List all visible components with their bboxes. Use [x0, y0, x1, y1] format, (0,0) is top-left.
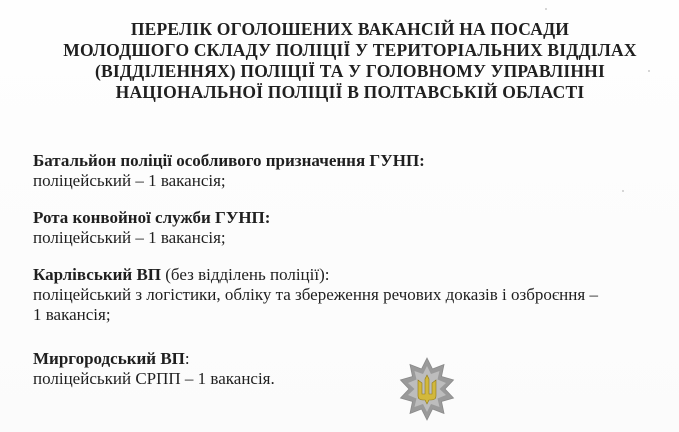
section-heading	[33, 208, 270, 228]
vacancy-detail: поліцейський – 1 вакансія;	[33, 171, 226, 190]
vacancy-detail: 1 вакансія;	[33, 305, 111, 324]
national-police-star-emblem-icon	[394, 356, 460, 422]
scan-speck	[545, 8, 547, 10]
document-title	[20, 19, 679, 103]
section-heading	[33, 265, 598, 285]
vacancy-section-karlivka	[33, 265, 598, 325]
title-line: ПЕРЕЛІК ОГОЛОШЕНИХ ВАКАНСІЙ НА ПОСАДИ	[130, 19, 570, 39]
section-heading-bold: Карлівський ВП	[33, 265, 162, 284]
scan-speck	[648, 70, 650, 72]
vacancy-section-convoy	[33, 208, 270, 248]
title-line: НАЦІОНАЛЬНОЇ ПОЛІЦІЇ В ПОЛТАВСЬКІЙ ОБЛАСТІ	[115, 82, 585, 102]
section-heading	[33, 151, 425, 171]
title-line: (ВІДДІЛЕННЯХ) ПОЛІЦІЇ ТА У ГОЛОВНОМУ УПРАВЛІННІ	[94, 61, 605, 81]
section-heading-bold: Батальйон поліції особливого призначення ГУНП:	[33, 151, 425, 170]
section-heading-rest: (без відділень поліції):	[161, 265, 330, 284]
title-line: МОЛОДШОГО СКЛАДУ ПОЛІЦІЇ У ТЕРИТОРІАЛЬНИХ ВІДДІЛАХ	[63, 40, 637, 60]
vacancy-detail: поліцейський СРПП – 1 вакансія.	[33, 369, 275, 388]
vacancy-section-battalion	[33, 151, 425, 191]
section-heading-bold: Рота конвойної служби ГУНП:	[33, 208, 271, 227]
section-heading-rest: :	[184, 349, 190, 368]
scan-speck	[622, 190, 624, 192]
vacancy-detail: поліцейський з логістики, обліку та збереження речових доказів і озброєння –	[33, 285, 598, 304]
section-heading	[33, 349, 275, 369]
vacancy-detail: поліцейський – 1 вакансія;	[33, 228, 226, 247]
section-heading-bold: Миргородський ВП	[33, 349, 185, 368]
vacancy-section-myrhorod	[33, 349, 275, 389]
